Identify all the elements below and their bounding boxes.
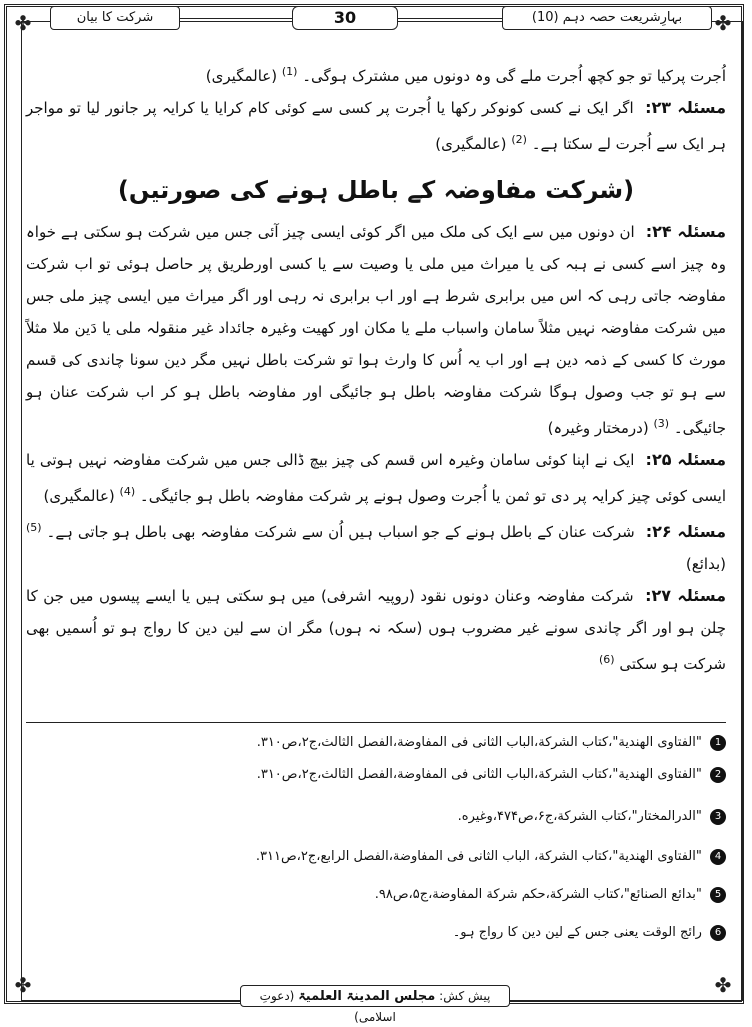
footnote-item <box>26 806 726 828</box>
citation: (عالمگیری) <box>205 67 278 85</box>
paragraph-text: ایک نے اپنا کوئی سامان وغیرہ اس قسم کی چیز بیچ ڈالی جس میں شرکت مفاوضہ نہیں ہوتی یا ایسی کوئی چیز کرایہ پر دی تو ثمن یا اُجرت وصول ہونے پر شرکت مفاوضہ باطل ہو جائیگی۔ <box>26 451 726 505</box>
paragraph <box>26 92 726 160</box>
section-heading: (شرکت مفاوضہ کے باطل ہونے کی صورتیں) <box>117 176 635 204</box>
footnote-number: 5 <box>710 887 726 903</box>
paragraph <box>26 580 726 680</box>
page-number: 30 <box>292 6 398 30</box>
ornament-corner-icon: ✤ <box>714 11 732 35</box>
page-header <box>40 6 712 34</box>
issue-label: مسئلہ ۲۵: <box>645 450 726 469</box>
header-divider <box>180 18 292 19</box>
ornament-corner-icon: ✤ <box>714 973 732 997</box>
ornament-corner-icon: ✤ <box>14 11 32 35</box>
paragraph <box>26 216 726 444</box>
footnote-item <box>26 922 726 944</box>
footnote-ref[interactable]: (1) <box>281 65 298 78</box>
footnote-ref[interactable]: (4) <box>119 485 136 498</box>
citation: (درمختار وغیرہ) <box>547 419 649 437</box>
footnote-item <box>26 884 726 906</box>
footnote-number: 2 <box>710 767 726 783</box>
issue-label: مسئلہ ۲۶: <box>645 522 726 541</box>
paragraph-text: شرکت عنان کے باطل ہونے کے جو اسباب ہیں اُن سے شرکت مفاوضہ بھی باطل ہو جاتی ہے۔ <box>46 523 635 541</box>
paragraph <box>26 444 726 512</box>
section-title: شرکت کا بیان <box>50 6 180 30</box>
footnote-text: "الدرالمختار"،کتاب الشركة،ج۶،ص۴۷۴،وغيره. <box>457 809 702 824</box>
paragraph-text: ان دونوں میں سے ایک کی ملک میں اگر کوئی ایسی چیز آئی جس میں شرکت ہو سکتی ہے خواہ وہ چیز اسے کسی نے ہبہ کی یا میراث میں ملی یا وصیت سے یا کسی اورطریق پر حاصل ہوئی تو اب شرکت مفاوضہ جاتی رہی کہ اس میں برابری شرط ہے اور اب برابری نہ رہی اور اگر میراث میں ایسی چیز ملی جس میں شرکت مفاوضہ نہیں مثلاً سامان واسباب ملے یا مکان اور کھیت وغیرہ جائداد غیر منقولہ ملی یا دَین ملا مثلاً مورث کا کسی کے ذمہ دین ہے اور اب یہ اُس کا وارث ہوا تو شرکت باطل نہیں مگر دین سونا چاندی کی قسم سے ہو تو جب وصول ہوگا شرکت مفاوضہ باطل ہو جائیگی اور مفاوضہ باطل ہو کر اب شرکت عنان ہو جائیگی۔ <box>26 223 726 437</box>
paragraph-text: شرکت مفاوضہ وعنان دونوں نقود (روپیہ اشرفی) میں ہو سکتی ہیں یا ایسے پیسوں میں جن کا چلن ہو اور اگر چاندی سونے غیر مضروب ہوں (سکہ نہ ہوں) مگر ان سے لین دین کا رواج ہو تو اُسمیں بھی شرکت ہو سکتی <box>26 587 726 673</box>
footnote-text: "بدائع الصنائع"،کتاب الشركة،حکم شركة المفاوضة،ج۵،ص۹۸. <box>374 887 702 902</box>
paragraph-text: اگر ایک نے کسی کونوکر رکھا یا اُجرت پر کسی سے کوئی کام کرایا یا کرایہ پر جانور لیا تو مواجر ہر ایک سے اُجرت لے سکتا ہے۔ <box>26 99 726 153</box>
footnote-text: "الفتاوی الهندية"،کتاب الشركة،الباب الثانی فی المفاوضة،الفصل الثالث،ج۲،ص۳۱۰. <box>256 735 702 750</box>
main-text <box>26 56 726 680</box>
paragraph <box>26 512 726 580</box>
footnote-ref[interactable]: (6) <box>598 653 615 666</box>
citation: (بدائع) <box>685 555 726 573</box>
citation: (عالمگیری) <box>43 487 115 505</box>
footnote-number: 4 <box>710 849 726 865</box>
footnote-rule <box>26 722 726 723</box>
footnote-item <box>26 764 726 786</box>
issue-label: مسئلہ ۲۳: <box>645 98 726 117</box>
footer-org: مجلس المدینۃ العلمیۃ <box>298 989 436 1004</box>
footnote-text: رائج الوقت یعنی جس کے لین دین کا رواج ہو۔ <box>452 925 702 940</box>
footnote-number: 3 <box>710 809 726 825</box>
footnote-number: 6 <box>710 925 726 941</box>
issue-label: مسئلہ ۲۷: <box>645 586 727 605</box>
page-footer <box>240 985 510 1024</box>
footnote-text: "الفتاوی الهندية"،کتاب الشركة،الباب الثانی فی المفاوضة،الفصل الثالث،ج۲،ص۳۱۰. <box>256 767 702 782</box>
footer-prefix: پیش کش: <box>439 989 491 1003</box>
book-title: بہارِشریعت حصہ دہم (10) <box>502 6 712 30</box>
footnote-ref[interactable]: (5) <box>26 521 42 534</box>
paragraph <box>26 56 726 92</box>
issue-label: مسئلہ ۲۴: <box>645 222 727 241</box>
footnote-ref[interactable]: (2) <box>511 133 527 146</box>
footnote-item <box>26 846 726 868</box>
ornament-corner-icon: ✤ <box>14 973 32 997</box>
footer-suffix: (دعوتِ اسلامی) <box>259 989 396 1024</box>
footnote-item <box>26 732 726 754</box>
footnote-number: 1 <box>710 735 726 751</box>
paragraph-text: اُجرت پرکیا تو جو کچھ اُجرت ملے گی وہ دونوں میں مشترک ہوگی۔ <box>302 67 726 85</box>
footnote-ref[interactable]: (3) <box>653 417 670 430</box>
citation: (عالمگیری) <box>435 135 507 153</box>
footnote-text: "الفتاوی الهندية"،کتاب الشركة، الباب الثانی فی المفاوضة،الفصل الرابع،ج۲،ص۳۱۱. <box>255 849 702 864</box>
header-divider <box>398 18 502 19</box>
